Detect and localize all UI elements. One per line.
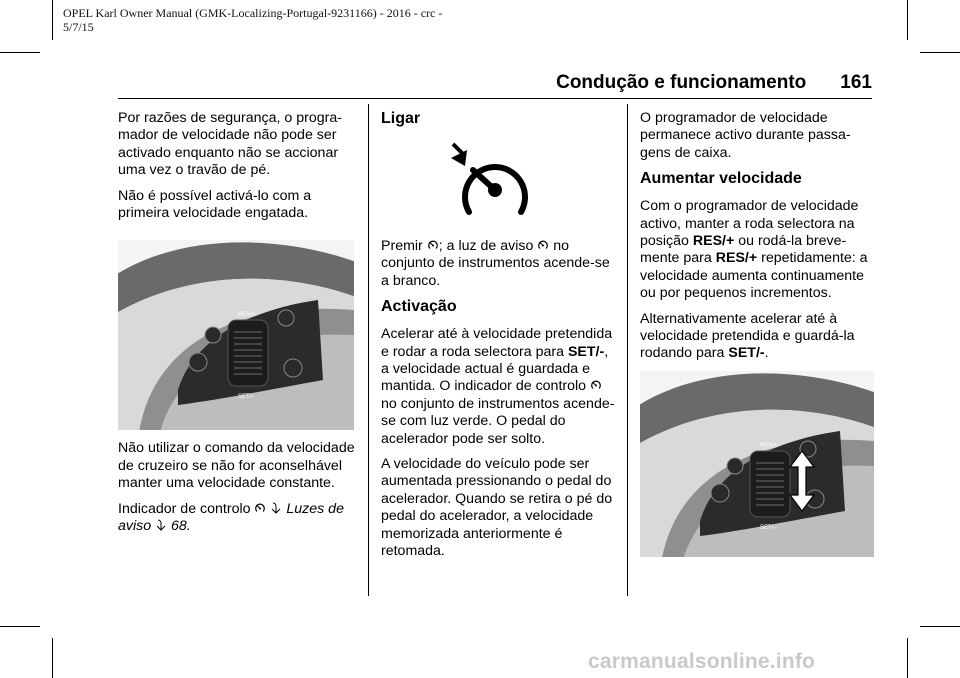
cruise-control-icon [537,239,549,251]
bold-term: SET/- [567,343,605,360]
column-divider [368,104,369,596]
column-2 [381,110,617,569]
paragraph [381,326,617,448]
document-meta [63,6,442,34]
paragraph: A velocidade do veículo pode ser aumentada pressionando o pedal do acelerador. Quando se retira o pé do pedal do acelerador, a velocidade memorizada anteriormente é retomada. [381,456,613,560]
header-rule [118,98,872,99]
steering-wheel-increase-figure [640,371,874,557]
page-reference-icon [270,502,282,514]
crop-mark [920,52,960,53]
paragraph: Não é possível activá-lo com a primeira velocidade engatada. [118,187,312,222]
text-run: no conjunto de instrumentos acende-se com luz verde. O pedal do acelerador pode ser solto. [381,395,615,447]
set-label: SET/– [760,524,777,531]
heading-activacao: Activação [381,298,457,316]
text-run: ou rodá-la brevemente para [640,233,847,267]
paragraph [118,501,358,536]
crop-mark [0,52,40,53]
column-1 [118,110,358,543]
text-run: , a velocidade actual é guardada e mantida. O indicador de controlo [381,343,609,395]
text-run: Indicador de controlo [118,500,251,517]
steering-wheel-controls-figure [118,240,354,430]
text-run: Com o programador de velocidade activo, manter a roda selectora na posição [640,198,859,250]
paragraph: O programador de velocidade permanece activo durante passagens de caixa. [640,110,851,161]
text-run: repetidamente: a velocidade aumenta continuamente ou por pequenos incrementos. [640,250,868,302]
crop-mark [52,0,53,40]
crop-mark [52,638,53,678]
text-run: ; a luz de aviso [438,238,534,254]
cruise-control-icon [427,239,439,251]
reference-page[interactable]: 68 [171,518,187,535]
crop-mark [0,626,40,627]
text-run: . [186,518,191,535]
crop-mark [920,626,960,627]
page-number: 161 [840,72,872,93]
watermark: carmanualsonline.info [588,650,816,673]
text-run: Alternativamente acelerar até à velocidade pretendida e guardá-la rodando para [640,310,855,362]
heading-ligar: Ligar [381,110,421,127]
crop-mark [907,0,908,40]
heading-aumentar-velocidade: Aumentar velocidade [640,170,802,188]
reference-link[interactable]: Luzes de aviso [118,500,344,535]
paragraph: Não utilizar o comando da velocidade de cruzeiro se não for aconselhável manter uma velocidade constante. [118,440,355,492]
paragraph [640,198,876,302]
paragraph [640,311,876,363]
crop-mark [907,638,908,678]
paragraph: Por razões de segurança, o programador de velocidade não pode ser activado enquanto não se accionar uma vez o travão de pé. [118,110,342,179]
bold-term: RES/+ [692,233,735,250]
res-label: RES/+ [760,442,778,449]
running-header [556,72,872,94]
section-title: Condução e funcionamento [556,72,807,93]
bold-term: RES/+ [715,250,758,267]
set-label: SET/– [238,394,255,401]
column-divider [627,104,628,596]
paragraph [381,238,617,290]
res-label: RES/+ [238,312,256,319]
text-run: Premir [381,238,423,254]
cruise-control-icon [590,379,602,391]
bold-term: SET/- [728,345,765,362]
text-run: no conjunto de instrumentos acende-se a branco. [381,238,610,289]
text-run: Acelerar até à velocidade pretendida e rodar a roda selectora para [381,326,613,360]
cruise-control-symbol-figure [381,142,617,228]
page-reference-icon [155,519,167,531]
cruise-control-icon [254,502,266,514]
meta-line: 5/7/15 [63,20,94,34]
meta-line: OPEL Karl Owner Manual (GMK-Localizing-Portugal-9231166) - 2016 - crc - [63,6,443,20]
text-run: . [764,345,769,362]
column-3 [640,110,876,557]
